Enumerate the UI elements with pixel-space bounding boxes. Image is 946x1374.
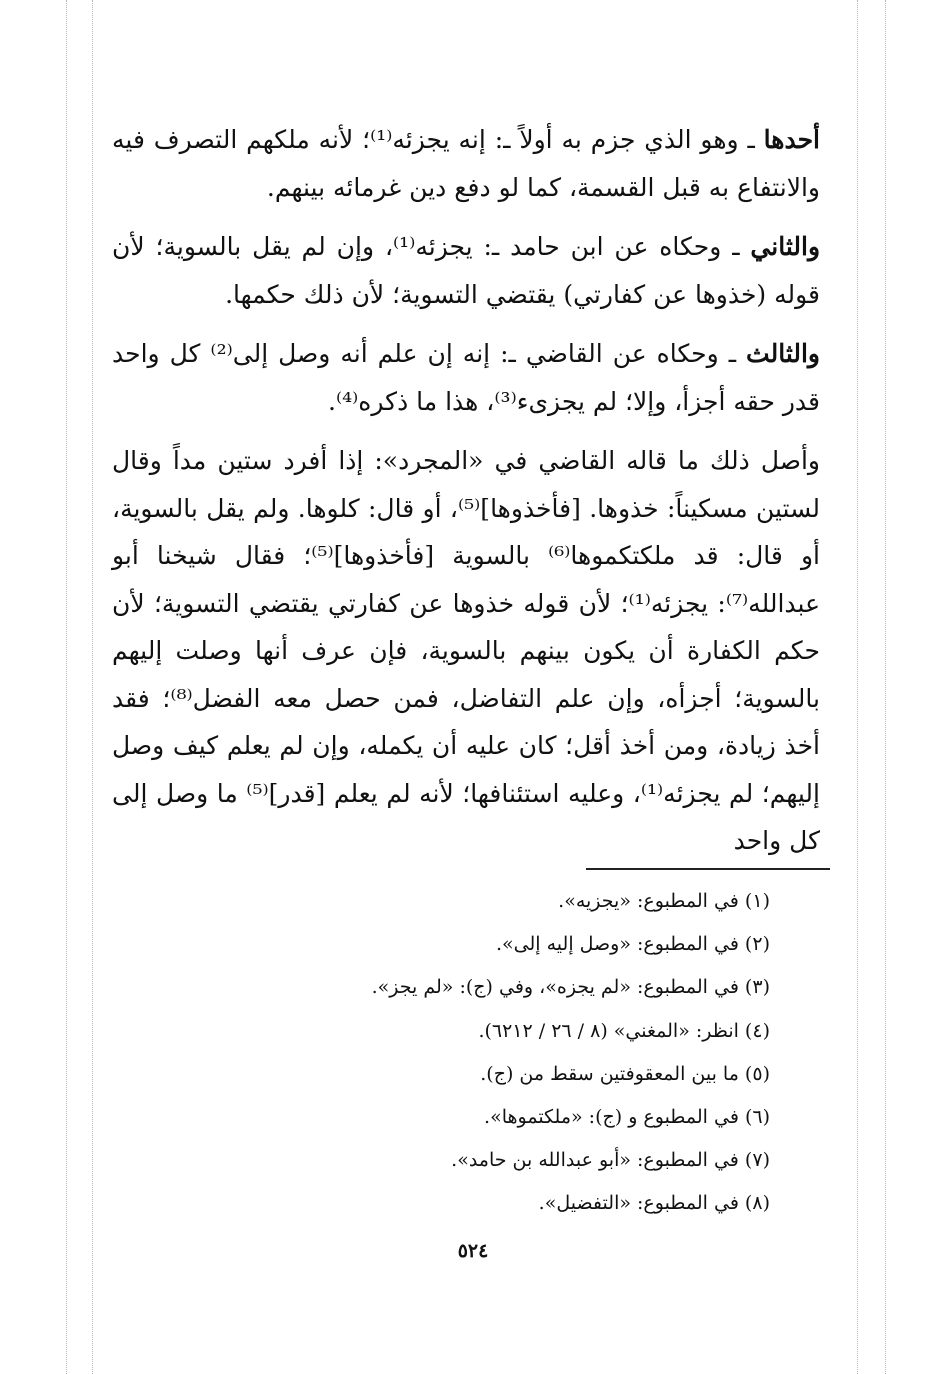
footnote: (٤) انظر: «المغني» (٨ / ٢٦ / ٦٢١٢). — [478, 1019, 770, 1042]
paragraph-text: ـ وحكاه عن ابن حامد ـ: يجزئه⁽¹⁾، وإن لم يقل بالسوية؛ لأن قوله (خذوها عن كفارتي) يقتضي التسوية؛ لأن ذلك حكمها. — [112, 232, 820, 309]
paragraph-text: وأصل ذلك ما قاله القاضي في «المجرد»: إذا أفرد ستين مداً وقال لستين مسكيناً: خذوها. [فأخذوها]⁽⁵⁾، أو قال: كلوها. ولم يقل بالسوية، أو قال: قد ملكتكموها⁽⁶⁾ بالسوية [فأخذوها]⁽⁵⁾؛ فقال شيخنا أبو عبدالله⁽⁷⁾: يجزئه⁽¹⁾؛ لأن قوله خذوها عن كفارتي يقتضي التسوية؛ لأن حكم الكفارة أن يكون بينهم بالسوية، فإن عرف أنها وصلت إليهم بالسوية؛ أجزأه، وإن علم التفاضل، فمن حصل معه الفضل⁽⁸⁾؛ فقد أخذ زيادة، ومن أخذ أقل؛ كان عليه أن يكمله، وإن لم يعلم كيف وصل إليهم؛ لم يجزئه⁽¹⁾، وعليه استئنافها؛ لأنه لم يعلم [قدر]⁽⁵⁾ ما وصل إلى كل واحد — [112, 446, 821, 855]
paragraph-second-opinion — [112, 223, 820, 318]
footnote: (٢) في المطبوع: «وصل إليه إلى». — [496, 933, 770, 956]
paragraph-third-opinion — [112, 330, 820, 425]
paragraph-lead: والثالث — [746, 339, 820, 368]
footnote: (٨) في المطبوع: «التفضيل». — [538, 1192, 770, 1215]
footnote: (٣) في المطبوع: «لم يجزه»، وفي (ج): «لم يجز». — [371, 976, 770, 999]
footnote-separator — [586, 868, 830, 870]
scan-guide-line — [92, 0, 93, 1374]
footnotes — [250, 880, 770, 1226]
main-text — [112, 116, 820, 877]
paragraph-first-opinion — [112, 116, 820, 211]
footnote: (٥) ما بين المعقوفتين سقط من (ج). — [480, 1062, 770, 1085]
paragraph-origin — [112, 437, 820, 865]
scan-guide-line — [66, 0, 67, 1374]
paragraph-text: ـ وحكاه عن القاضي ـ: إنه إن علم أنه وصل إلى⁽²⁾ كل واحد قدر حقه أجزأ، وإلا؛ لم يجزىء⁽³⁾، هذا ما ذكره⁽⁴⁾. — [112, 339, 820, 416]
scan-guide-line — [857, 0, 858, 1374]
scan-guide-line — [885, 0, 886, 1374]
paragraph-lead: أحدها — [763, 125, 820, 154]
footnote: (١) في المطبوع: «يجزيه». — [558, 890, 770, 912]
paragraph-text: ـ وهو الذي جزم به أولاً ـ: إنه يجزئه⁽¹⁾؛ لأنه ملكهم التصرف فيه والانتفاع به قبل القسمة، كما لو دفع دين غرمائه بينهم. — [112, 125, 820, 202]
footnote: (٦) في المطبوع و (ج): «ملكتموها». — [484, 1106, 770, 1129]
page-number: ٥٢٤ — [457, 1240, 489, 1262]
footnote: (٧) في المطبوع: «أبو عبدالله بن حامد». — [451, 1149, 770, 1172]
paragraph-lead: والثاني — [750, 232, 821, 261]
